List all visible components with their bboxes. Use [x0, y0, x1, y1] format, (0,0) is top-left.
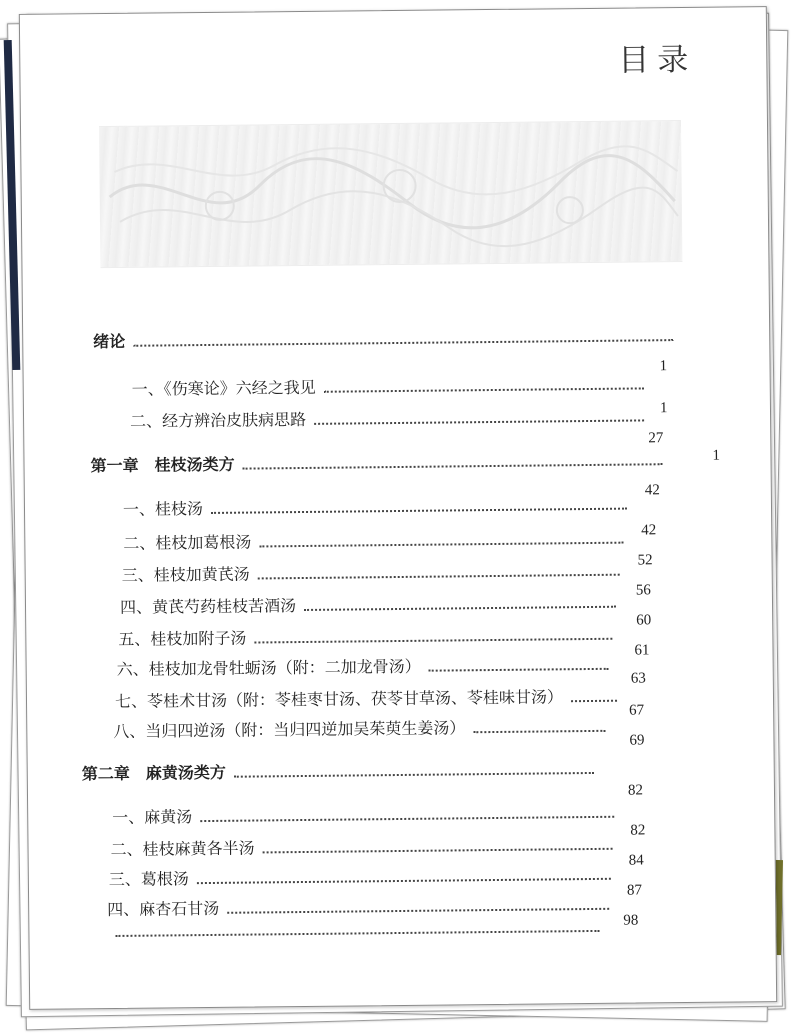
toc-entry-section[interactable]: [118, 619, 620, 652]
dot-leader: [258, 572, 620, 580]
toc-entry-section[interactable]: [113, 711, 613, 744]
toc-page-number: 1: [659, 358, 668, 375]
toc-label: 二、桂枝麻黄各半汤: [110, 838, 255, 859]
toc-label: 一、麻黄汤: [112, 806, 193, 827]
toc-page-number: 63: [630, 670, 646, 687]
dot-leader: [571, 698, 617, 702]
toc-entry-section[interactable]: [112, 797, 622, 830]
toc-label: 七、苓桂术甘汤（附：苓桂枣甘汤、茯苓甘草汤、苓桂味甘汤）: [114, 686, 564, 711]
toc-label: 五、桂枝加附子汤: [118, 628, 247, 649]
page-title: 目录: [618, 41, 697, 79]
dot-leader: [263, 846, 613, 854]
dot-leader: [115, 928, 599, 937]
toc-label: 二、桂枝加葛根汤: [123, 532, 252, 553]
dot-leader: [259, 540, 623, 548]
dot-leader: [133, 337, 673, 347]
toc-entry-chapter-2[interactable]: [82, 753, 602, 786]
dot-leader: [197, 876, 611, 884]
dot-leader: [254, 636, 612, 644]
toc-entry-section[interactable]: [110, 829, 620, 862]
toc-entry-section[interactable]: [123, 523, 631, 556]
dot-leader: [234, 770, 594, 778]
toc-label: 一、桂枝汤: [122, 498, 204, 519]
dot-leader: [324, 385, 644, 392]
toc-label: 一、《伤寒论》六经之我见: [131, 377, 316, 399]
toc-label: 八、当归四逆汤（附：当归四逆加吴茱萸生姜汤）: [113, 717, 466, 741]
dot-leader: [473, 728, 605, 733]
table-of-contents: [20, 7, 776, 1009]
toc-page-number: 42: [641, 522, 657, 539]
toc-entry-section[interactable]: [122, 555, 628, 588]
toc-page-number: 84: [628, 852, 644, 869]
dot-leader: [314, 417, 644, 424]
toc-page-number: 1: [712, 447, 721, 464]
dot-leader: [200, 814, 614, 822]
toc-page-number: 87: [626, 882, 643, 899]
toc-label: 六、桂枝加龙骨牡蛎汤（附：二加龙骨汤）: [116, 656, 421, 679]
toc-page-number: 52: [637, 552, 653, 569]
toc-entry-section[interactable]: [120, 587, 624, 620]
toc-label: 二、经方辨治皮肤病思路: [129, 409, 307, 431]
toc-page-number: 1: [659, 400, 668, 417]
contents-page: [19, 6, 777, 1010]
toc-entry-section[interactable]: [117, 649, 617, 682]
toc-label: 绪论: [93, 331, 126, 351]
dot-leader: [429, 666, 609, 672]
toc-page-number: 98: [623, 912, 639, 929]
toc-label: 第二章 麻黄汤类方: [81, 762, 226, 783]
toc-entry-section[interactable]: [115, 681, 625, 714]
toc-entry-intro[interactable]: [93, 320, 681, 354]
toc-page-number: 42: [644, 482, 660, 499]
toc-page-number: 56: [635, 582, 651, 599]
toc-entry-trailing[interactable]: [107, 911, 607, 944]
toc-entry-chapter-1[interactable]: [90, 444, 670, 478]
toc-page-number: 67: [629, 702, 645, 719]
toc-label: 第一章 桂枝汤类方: [90, 454, 235, 475]
toc-entry-section[interactable]: [123, 489, 635, 522]
toc-page-number: 69: [629, 732, 645, 749]
toc-page-number: 82: [630, 822, 646, 839]
toc-page-number: 60: [636, 612, 652, 629]
dot-leader: [243, 461, 663, 469]
dot-leader: [211, 506, 627, 514]
toc-label: 四、麻杏石甘汤: [107, 898, 220, 919]
toc-entry-section[interactable]: [109, 859, 619, 892]
dot-leader: [304, 604, 616, 611]
toc-label: 三、葛根汤: [108, 868, 189, 889]
toc-page-number: 82: [627, 782, 644, 799]
toc-page-number: 61: [634, 642, 650, 659]
toc-entry-section[interactable]: [130, 400, 652, 433]
toc-entry-section[interactable]: [132, 368, 652, 401]
toc-label: 四、黄芪芍药桂枝苦酒汤: [119, 595, 297, 617]
toc-page-number: 27: [648, 430, 664, 447]
toc-label: 三、桂枝加黄芪汤: [121, 564, 250, 585]
